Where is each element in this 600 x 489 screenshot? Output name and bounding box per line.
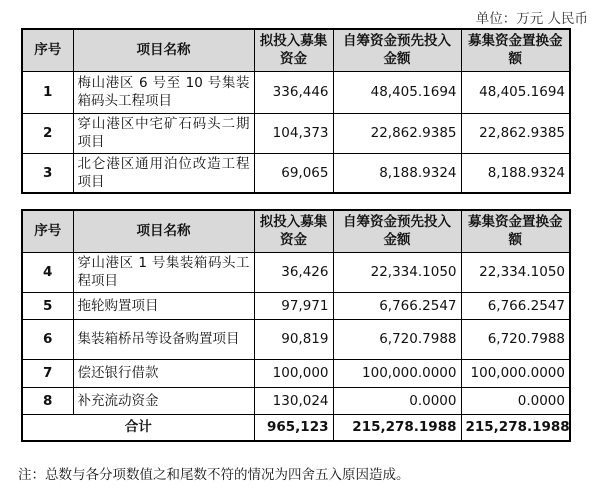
header-planned-funds: 拟投入募集资金 bbox=[254, 210, 333, 252]
total-planned: 965,123 bbox=[254, 414, 333, 441]
header-planned-funds: 拟投入募集资金 bbox=[254, 29, 333, 71]
row-seq: 5 bbox=[22, 292, 73, 319]
table-row bbox=[22, 153, 570, 193]
row-self-funded: 22,334.1050 bbox=[333, 252, 461, 292]
row-planned: 36,426 bbox=[254, 252, 333, 292]
table-row bbox=[22, 319, 570, 359]
funds-table-part-1 bbox=[21, 28, 571, 194]
row-project-name: 北仑港区通用泊位改造工程项目 bbox=[73, 153, 254, 193]
header-seq: 序号 bbox=[22, 210, 73, 252]
row-planned: 100,000 bbox=[254, 359, 333, 387]
table-row bbox=[22, 292, 570, 319]
row-replacement: 0.0000 bbox=[461, 387, 570, 414]
row-replacement: 22,334.1050 bbox=[461, 252, 570, 292]
row-seq: 6 bbox=[22, 319, 73, 359]
row-planned: 336,446 bbox=[254, 71, 333, 113]
row-seq: 3 bbox=[22, 153, 73, 193]
header-self-funded-amount: 自筹资金预先投入金额 bbox=[333, 29, 461, 71]
row-seq: 2 bbox=[22, 113, 73, 153]
row-planned: 90,819 bbox=[254, 319, 333, 359]
row-seq: 8 bbox=[22, 387, 73, 414]
row-project-name: 集装箱桥吊等设备购置项目 bbox=[73, 319, 254, 359]
total-row bbox=[22, 414, 570, 441]
row-project-name: 梅山港区 6 号至 10 号集装箱码头工程项目 bbox=[73, 71, 254, 113]
table-row bbox=[22, 252, 570, 292]
row-replacement: 22,862.9385 bbox=[461, 113, 570, 153]
row-seq: 4 bbox=[22, 252, 73, 292]
row-self-funded: 48,405.1694 bbox=[333, 71, 461, 113]
row-project-name: 拖轮购置项目 bbox=[73, 292, 254, 319]
row-planned: 104,373 bbox=[254, 113, 333, 153]
footnote: 注：总数与各分项数值之和尾数不符的情况为四舍五入原因造成。 bbox=[18, 467, 410, 483]
total-label: 合计 bbox=[22, 414, 254, 441]
header-seq: 序号 bbox=[22, 29, 73, 71]
row-self-funded: 22,862.9385 bbox=[333, 113, 461, 153]
row-self-funded: 0.0000 bbox=[333, 387, 461, 414]
header-self-funded-amount: 自筹资金预先投入金额 bbox=[333, 210, 461, 252]
row-replacement: 100,000.0000 bbox=[461, 359, 570, 387]
row-self-funded: 6,720.7988 bbox=[333, 319, 461, 359]
row-self-funded: 6,766.2547 bbox=[333, 292, 461, 319]
table-row bbox=[22, 387, 570, 414]
unit-label: 单位：万元 人民币 bbox=[475, 11, 588, 27]
row-seq: 7 bbox=[22, 359, 73, 387]
header-project-name: 项目名称 bbox=[73, 210, 254, 252]
row-seq: 1 bbox=[22, 71, 73, 113]
table-row bbox=[22, 113, 570, 153]
row-replacement: 8,188.9324 bbox=[461, 153, 570, 193]
row-planned: 97,971 bbox=[254, 292, 333, 319]
table-row bbox=[22, 359, 570, 387]
total-replacement: 215,278.1988 bbox=[461, 414, 570, 441]
funds-table-part-2 bbox=[21, 209, 571, 442]
row-project-name: 穿山港区 1 号集装箱码头工程项目 bbox=[73, 252, 254, 292]
row-replacement: 6,720.7988 bbox=[461, 319, 570, 359]
row-project-name: 偿还银行借款 bbox=[73, 359, 254, 387]
row-replacement: 48,405.1694 bbox=[461, 71, 570, 113]
row-project-name: 穿山港区中宅矿石码头二期项目 bbox=[73, 113, 254, 153]
total-self-funded: 215,278.1988 bbox=[333, 414, 461, 441]
row-self-funded: 100,000.0000 bbox=[333, 359, 461, 387]
header-replacement-amount: 募集资金置换金额 bbox=[461, 210, 570, 252]
header-replacement-amount: 募集资金置换金额 bbox=[461, 29, 570, 71]
table-row bbox=[22, 71, 570, 113]
row-planned: 130,024 bbox=[254, 387, 333, 414]
row-self-funded: 8,188.9324 bbox=[333, 153, 461, 193]
header-project-name: 项目名称 bbox=[73, 29, 254, 71]
row-project-name: 补充流动资金 bbox=[73, 387, 254, 414]
row-replacement: 6,766.2547 bbox=[461, 292, 570, 319]
row-planned: 69,065 bbox=[254, 153, 333, 193]
